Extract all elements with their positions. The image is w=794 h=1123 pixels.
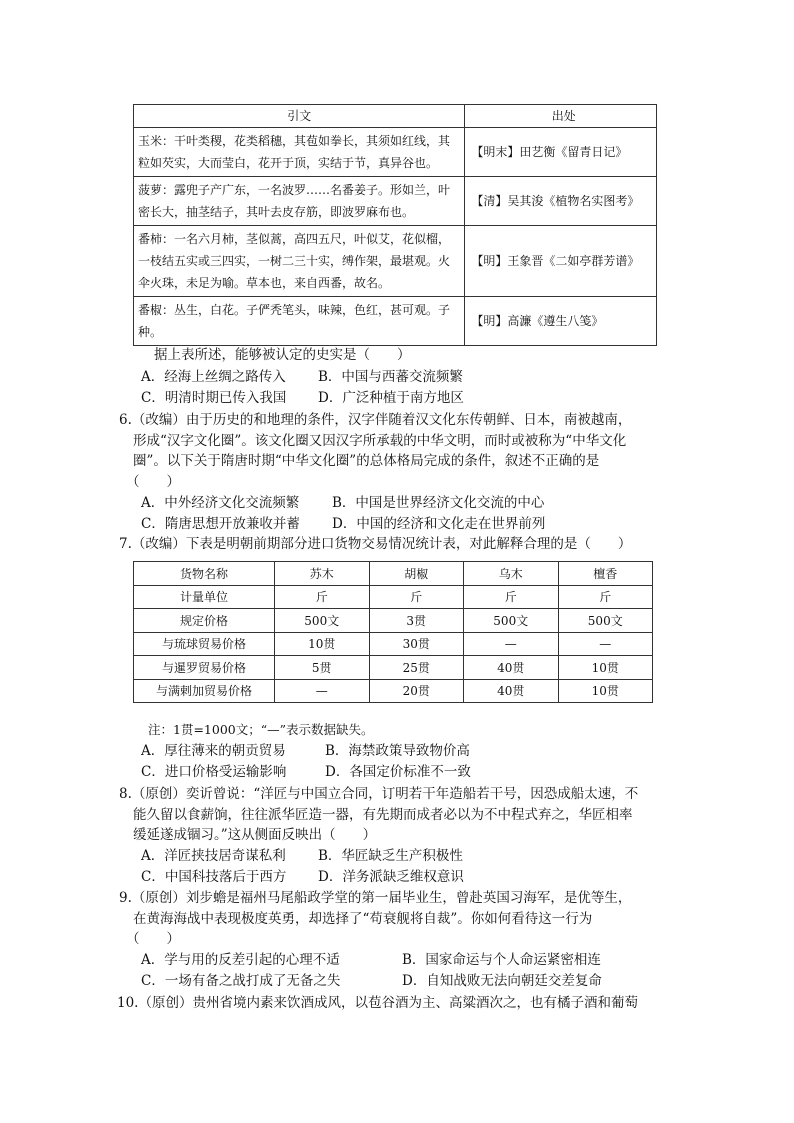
source-cell: 【清】吴其浚《植物名实图考》 (465, 177, 657, 226)
quote-cell: 番椒：丛生，白花。子俨秃笔头，味辣，色红，甚可观。子种。 (134, 297, 465, 346)
source-cell: 【明末】田艺衡《留青日记》 (465, 128, 657, 177)
q9-option-d[interactable]: D．自知战败无法向朝廷交差复命 (402, 973, 602, 989)
table-cell: 40贯 (464, 679, 559, 703)
source-cell: 【明】高濂《遵生八笺》 (465, 297, 657, 346)
header-source: 出处 (465, 105, 657, 128)
q9-line: 在黄海海战中表现极度英勇，却选择了“苟衰舰将自裁”。你如何看待这一行为 (133, 910, 593, 927)
q6-line: 6.（改编）由于历史的和地理的条件，汉字伴随着汉文化东传朝鲜、日本，南被越南， (119, 412, 632, 428)
q8-option-b[interactable]: B．华匠缺乏生产积极性 (318, 848, 463, 864)
table-cell: 计量单位 (134, 585, 275, 609)
trade-price-table (133, 561, 653, 703)
header-quote: 引文 (134, 105, 465, 128)
table-cell: 10贯 (558, 679, 653, 703)
table-row (134, 562, 653, 586)
table-cell: 10贯 (558, 656, 653, 680)
table-cell: — (464, 632, 559, 656)
q6-option-d[interactable]: D．中国的经济和文化走在世界前列 (332, 516, 546, 532)
q7-option-d[interactable]: D．各国定价标准不一致 (325, 764, 471, 780)
q5-option-b[interactable]: B．中国与西蕃交流频繁 (318, 369, 463, 385)
q8-stem (119, 784, 679, 846)
q5-option-c[interactable]: C．明清时期已传入我国 (141, 390, 287, 406)
q5-stem: 据上表所述，能够被认定的史实是（ ） (154, 347, 411, 363)
quote-cell: 番柿：一名六月柿，茎似蒿，高四五尺，叶似艾，花似榴，一枝结五实或三四实，一树二三十实，缚作架，最堪观。火伞火珠，未足为喻。草本也，来自西番，故名。 (134, 226, 465, 297)
table-cell: 货物名称 (134, 562, 275, 586)
table-row (134, 679, 653, 703)
q9-stem (119, 888, 679, 950)
table-cell: 胡椒 (369, 562, 464, 586)
table-cell: 乌木 (464, 562, 559, 586)
table-cell: 5贯 (275, 656, 370, 680)
table-cell: — (558, 632, 653, 656)
q6-line: 形成“汉字文化圈”。该文化圈又因汉字所承载的中华文明，而时或被称为“中华文化 (133, 432, 627, 449)
table-row (134, 177, 657, 226)
table-cell: 苏木 (275, 562, 370, 586)
table-row (134, 226, 657, 297)
q7-option-a[interactable]: A．厚往薄来的朝贡贸易 (141, 743, 286, 759)
table-cell: 檀香 (558, 562, 653, 586)
table-cell: 500文 (464, 609, 559, 633)
table-cell: 斤 (275, 585, 370, 609)
q6-stem (119, 410, 679, 492)
table-cell: 10贯 (275, 632, 370, 656)
q7-table-note: 注：1贯=1000文；“—”表示数据缺失。 (148, 722, 374, 737)
q6-option-a[interactable]: A．中外经济文化交流频繁 (141, 495, 300, 511)
q9-line: （ ） (126, 931, 180, 947)
quotation-table (133, 104, 657, 346)
q5-option-a[interactable]: A．经海上丝绸之路传入 (141, 369, 286, 385)
table-cell: 与琉球贸易价格 (134, 632, 275, 656)
table-cell: 20贯 (369, 679, 464, 703)
q9-option-a[interactable]: A．学与用的反差引起的心理不适 (141, 952, 340, 968)
q8-line: 缓延遂成锢习。”这从侧面反映出（ ） (133, 827, 377, 843)
table-row (134, 632, 653, 656)
q7-option-b[interactable]: B．海禁政策导致物价高 (325, 743, 470, 759)
q6-line: （ ） (126, 473, 180, 490)
table-row (134, 297, 657, 346)
table-row (134, 609, 653, 633)
q8-option-d[interactable]: D．洋务派缺乏维权意识 (318, 869, 464, 885)
table-cell: 500文 (275, 609, 370, 633)
q8-line: 能久留以食薪饷，往往派华匠造一器，有先期而成者必以为不中程式弃之，华匠相率 (133, 806, 633, 823)
q9-option-c[interactable]: C．一场有备之战打成了无备之失 (141, 973, 341, 989)
q7-option-c[interactable]: C．进口价格受运输影响 (141, 764, 287, 780)
table-row (134, 585, 653, 609)
table-cell: 40贯 (464, 656, 559, 680)
table-cell: 500文 (558, 609, 653, 633)
table-cell: 斤 (369, 585, 464, 609)
table-cell: — (275, 679, 370, 703)
q8-line: 8.（原创）奕䜣曾说：“洋匠与中国立合同，订明若干年造船若干号，因恐成船太速，不 (119, 786, 639, 802)
table-row (134, 656, 653, 680)
q5-option-d[interactable]: D．广泛种植于南方地区 (318, 390, 464, 406)
q8-option-c[interactable]: C．中国科技落后于西方 (141, 869, 287, 885)
q6-option-b[interactable]: B．中国是世界经济文化交流的中心 (332, 495, 545, 511)
q6-line: 圈”。以下关于隋唐时期“中华文化圈”的总体格局完成的条件，叙述不正确的是 (133, 453, 600, 469)
table-cell: 斤 (558, 585, 653, 609)
table-cell: 25贯 (369, 656, 464, 680)
source-cell: 【明】王象晋《二如亭群芳谱》 (465, 226, 657, 297)
table-row (134, 128, 657, 177)
q8-option-a[interactable]: A．洋匠挟技居奇谋私利 (141, 848, 286, 864)
q6-option-c[interactable]: C．隋唐思想开放兼收并蓄 (141, 516, 300, 532)
q9-line: 9.（原创）刘步蟾是福州马尾船政学堂的第一届毕业生，曾赴英国习海军，是优等生， (119, 890, 632, 906)
q7-stem: 7.（改编）下表是明朝前期部分进口货物交易情况统计表，对此解释合理的是（ ） (119, 536, 632, 552)
table-cell: 与暹罗贸易价格 (134, 656, 275, 680)
table-cell: 与满剌加贸易价格 (134, 679, 275, 703)
q10-stem: 10.（原创）贵州省境内素来饮酒成风，以苞谷酒为主、高粱酒次之，也有橘子酒和葡萄 (117, 995, 638, 1011)
table-header-row (134, 105, 657, 128)
quote-cell: 菠萝：露兜子产广东，一名波罗……名番姜子。形如兰，叶密长大，抽茎结子，其叶去皮存筋，即波罗麻布也。 (134, 177, 465, 226)
q9-option-b[interactable]: B．国家命运与个人命运紧密相连 (402, 952, 601, 968)
quote-cell: 玉米：干叶类稷，花类稻穗，其苞如拳长，其须如红线，其粒如芡实，大而莹白，花开于顶，实结于节，真异谷也。 (134, 128, 465, 177)
table-cell: 3贯 (369, 609, 464, 633)
table-cell: 斤 (464, 585, 559, 609)
table-cell: 30贯 (369, 632, 464, 656)
table-cell: 规定价格 (134, 609, 275, 633)
